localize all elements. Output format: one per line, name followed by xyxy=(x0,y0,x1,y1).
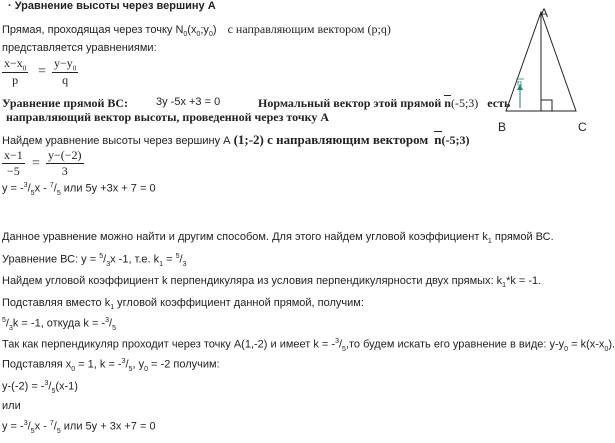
alt-line-4: Подставляя вместо $k_1$ угловой коэффициент данной прямой, получим: xyxy=(2,297,364,312)
alt-line-5: $^5/_3k = -1$, откуда $k = -^3/_5$ xyxy=(2,317,116,332)
alt-line-1: Данное уравнение можно найти и другим способом. Для этого найдем угловой коэффициент $k_1$ прямой ВС. xyxy=(2,231,554,246)
fraction-right: $\frac{y-y_0}{q}$ xyxy=(54,56,77,88)
right-angle-marker xyxy=(541,100,552,111)
page-title xyxy=(8,0,216,12)
normal-vector-label: n xyxy=(517,78,523,88)
fraction-left: $\frac{x-x_0}{p}$ xyxy=(4,56,27,88)
title-text: Уравнение высоты через вершину А xyxy=(14,0,216,12)
vertex-a-label: A xyxy=(540,6,549,20)
fraction-eq: = xyxy=(38,64,46,79)
bc-label: Уравнение прямой ВС: xyxy=(2,96,129,110)
title-bullet: · xyxy=(8,0,12,12)
fraction2-eq: = xyxy=(32,156,40,171)
alt-line-6: Так как перпендикуляр проходит через точку А(1,-2) и имеет $k = -^3/_5,то$ будем искать его уравнение в виде: $y-y_0 = k(x-x_0)$. xyxy=(2,338,615,353)
intro-line-1: Прямая, проходящая через точку $N_0(x_0;y_0)$ с направляющим вектором (p;q) xyxy=(2,22,391,39)
alt-line-9: или xyxy=(2,400,21,412)
alt-line-8: $y-(-2) = -^3/_5(x-1)$ xyxy=(2,380,78,395)
find-line: Найдем уравнение высоты через вершину А (1;-2) с направляющим вектором n(-5;3) xyxy=(2,132,470,147)
result-line: $y = -^3/_5x - ^7/_5$ или 5y +3x + 7 = 0 xyxy=(2,182,156,197)
normal-vector-label: Нормальный вектор этой прямой n(-5;3) есть xyxy=(258,96,511,110)
triangle-diagram xyxy=(496,6,596,136)
alt-line-2: Уравнение ВС: $y = ^5/_3x$ -1, т.е. $k_1 = ^5/_3$ xyxy=(2,253,187,268)
alt-line-7: Подставляя $x_0 = 1$, $k = -^3/_5$, $y_0 = -2$ получим: xyxy=(2,358,220,373)
vertex-c-label: C xyxy=(578,120,587,134)
bc-equation: 3y -5x +3 = 0 xyxy=(156,96,221,108)
bc-line-2: направляющий вектор высоты, проведенной через точку А xyxy=(6,110,330,124)
vertex-b-label: B xyxy=(498,120,507,134)
alt-line-3: Найдем угловой коэффициент k перпендикуляра из условия перпендикулярности двух прямых: $k_1*k = -1$. xyxy=(2,275,542,290)
fraction2-left: $\frac{x-1}{-5}$ xyxy=(4,148,23,178)
direction-text: с направляющим вектором (p;q) xyxy=(227,22,391,36)
alt-line-10: $y = -^3/_5x - ^7/_5$ или 5y + 3x +7 = 0 xyxy=(2,420,156,435)
fraction2-right: $\frac{y-(-2)}{3}$ xyxy=(48,148,82,178)
intro-line-2: представляется уравнениями: xyxy=(2,42,157,54)
